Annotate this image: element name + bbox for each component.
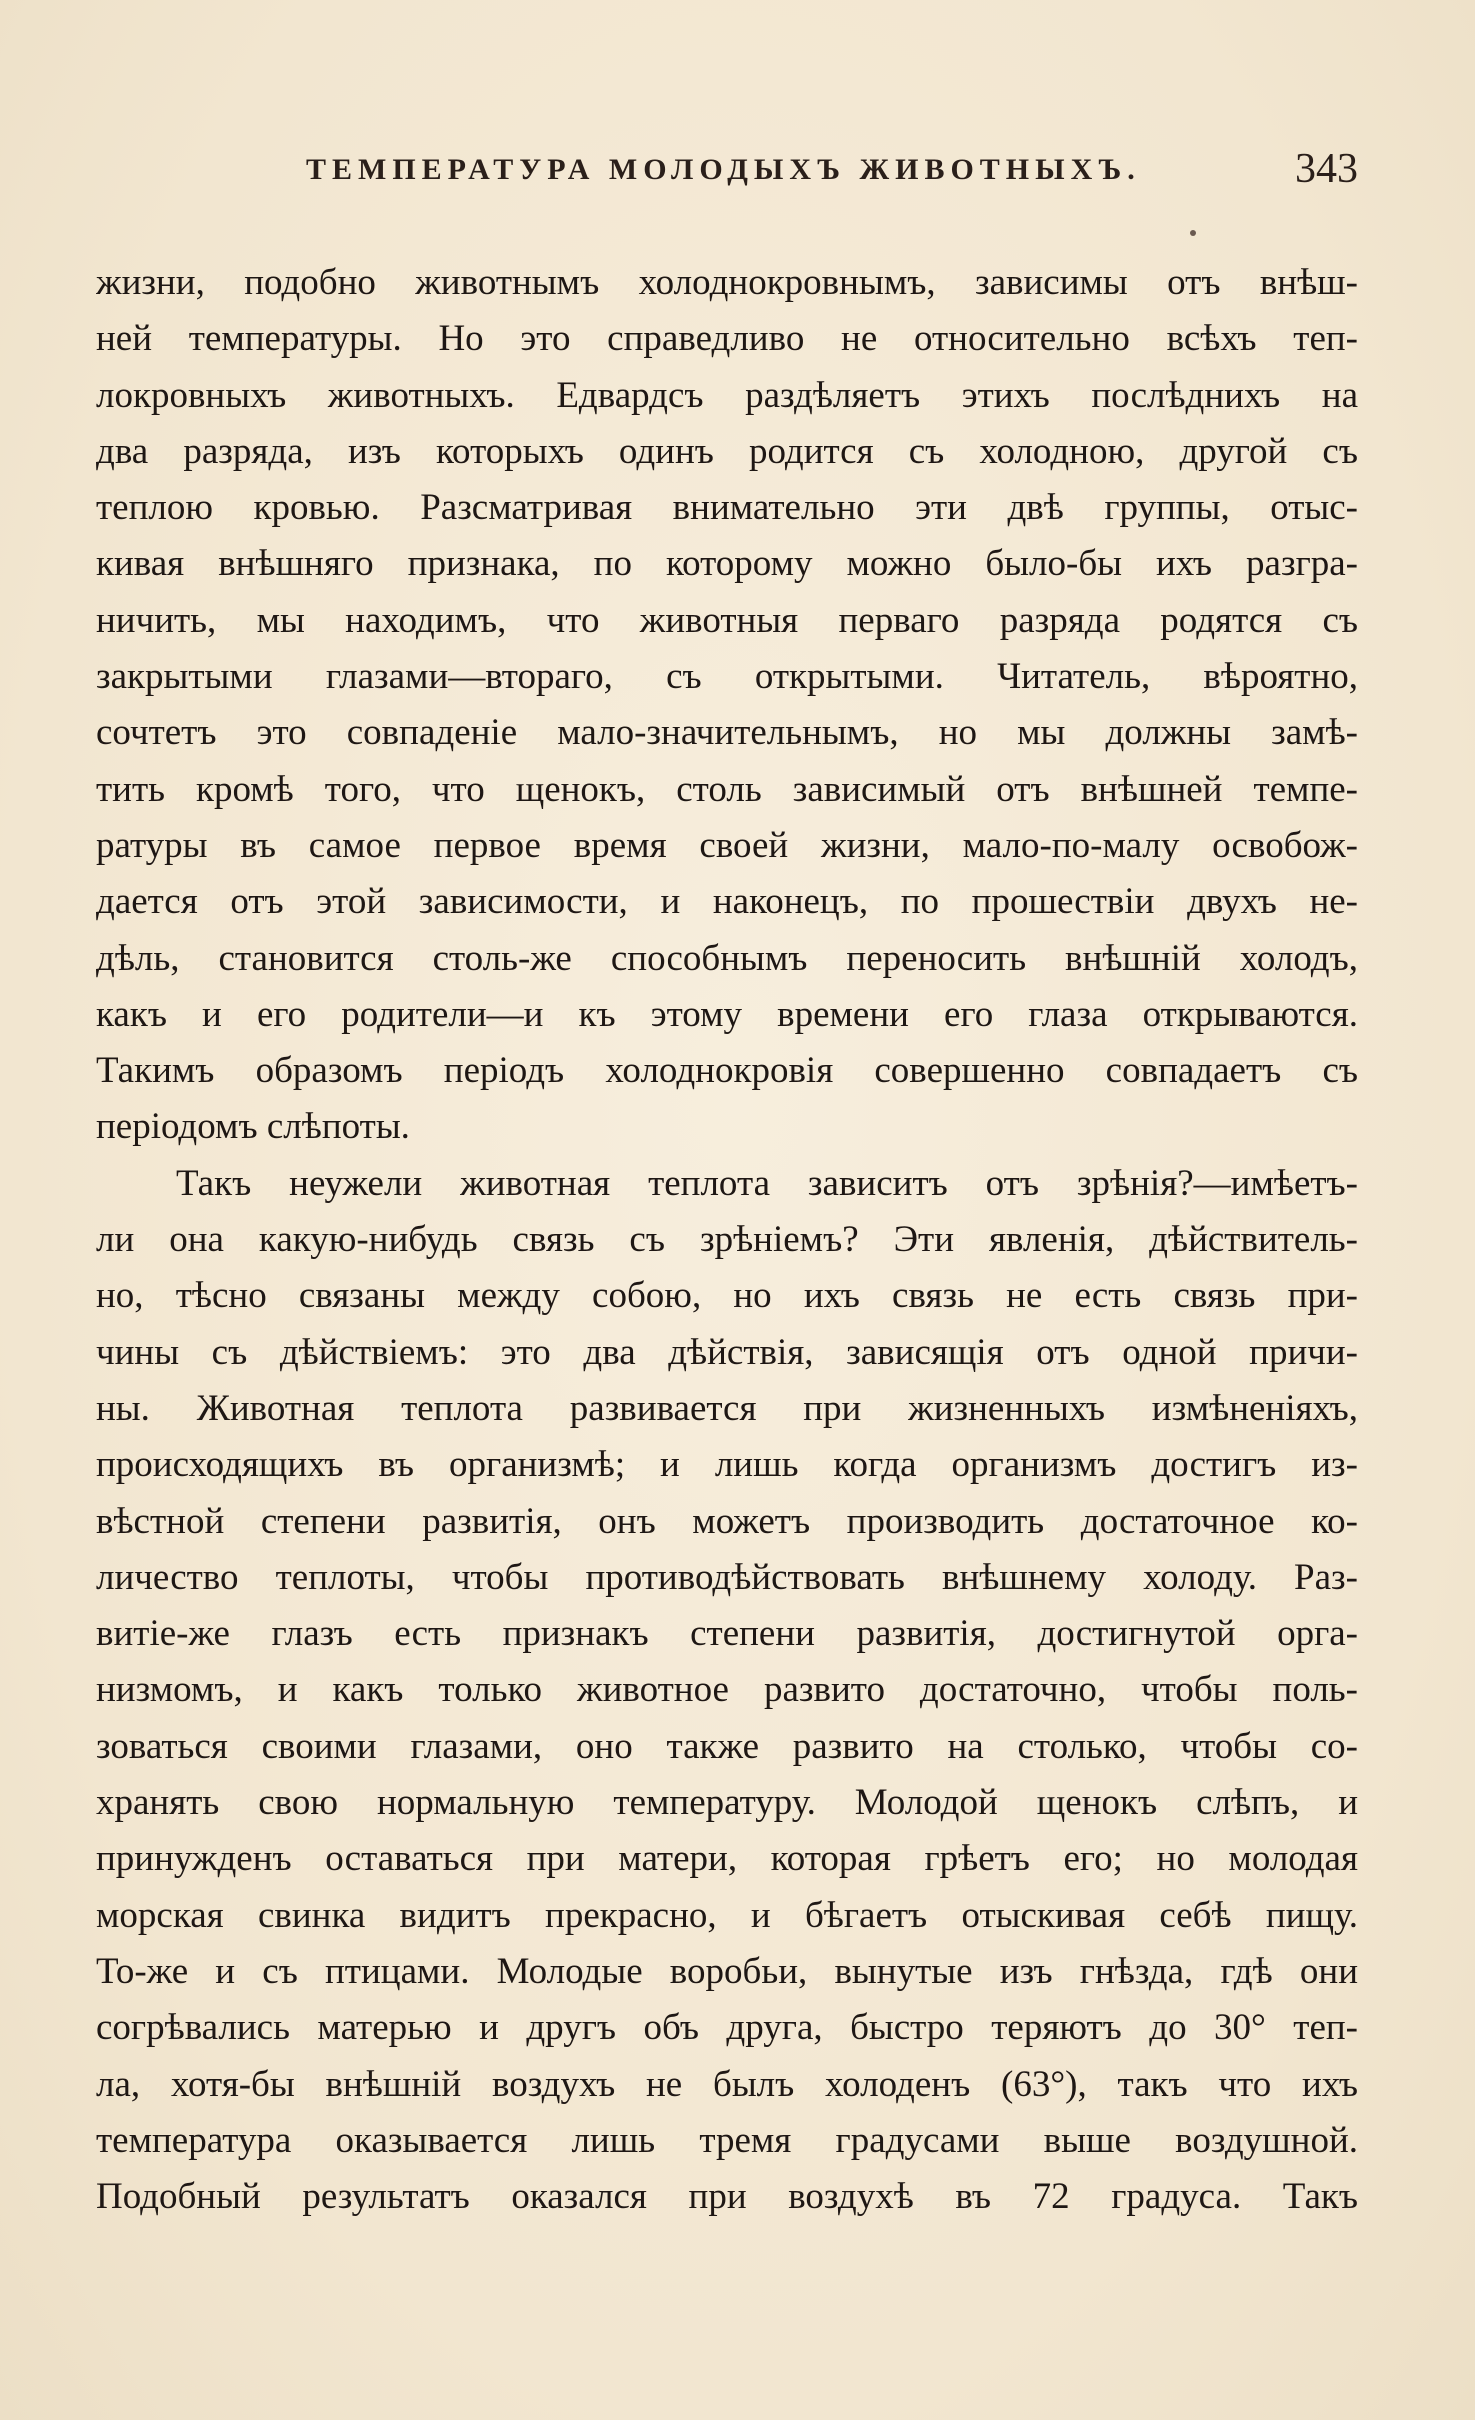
text-line: ла, хотя-бы внѣшній воздухъ не былъ холоденъ (63°), такъ что ихъ xyxy=(96,2063,1358,2105)
paragraph xyxy=(96,1156,1358,2226)
text-line: чины съ дѣйствіемъ: это два дѣйствія, зависящія отъ одной причи- xyxy=(96,1331,1358,1373)
text-line: Такъ неужели животная теплота зависитъ отъ зрѣнія?—имѣетъ- xyxy=(176,1162,1358,1204)
text-line: закрытыми глазами—втораго, съ открытыми. Читатель, вѣроятно, xyxy=(96,656,1358,698)
text-line: происходящихъ въ организмѣ; и лишь когда организмъ достигъ из- xyxy=(96,1444,1358,1486)
text-line: ны. Животная теплота развивается при жизненныхъ измѣненіяхъ, xyxy=(96,1387,1358,1429)
paragraph xyxy=(96,255,1358,1156)
text-line: періодомъ слѣпоты. xyxy=(96,1106,410,1148)
text-line: ней температуры. Но это справедливо не относительно всѣхъ теп- xyxy=(96,318,1358,360)
text-line: Подобный результатъ оказался при воздухѣ въ 72 градуса. Такъ xyxy=(96,2176,1358,2218)
text-line: дается отъ этой зависимости, и наконецъ, по прошествіи двухъ не- xyxy=(96,881,1358,923)
text-line: низмомъ, и какъ только животное развито достаточно, чтобы поль- xyxy=(96,1669,1358,1711)
text-line: ничить, мы находимъ, что животныя перваго разряда родятся съ xyxy=(96,599,1358,641)
text-line: кивая внѣшняго признака, по которому можно было-бы ихъ разгра- xyxy=(96,543,1358,585)
text-line: температура оказывается лишь тремя градусами выше воздушной. xyxy=(96,2119,1358,2161)
text-line: жизни, подобно животнымъ холоднокровнымъ, зависимы отъ внѣш- xyxy=(96,262,1358,303)
text-line: То-же и съ птицами. Молодые воробьи, вынутые изъ гнѣзда, гдѣ они xyxy=(96,1950,1358,1992)
text-line: сочтетъ это совпаденіе мало-значительнымъ, но мы должны замѣ- xyxy=(96,712,1358,754)
running-title: ТЕМПЕРАТУРА МОЛОДЫХЪ ЖИВОТНЫХЪ. xyxy=(306,153,1141,186)
body-text xyxy=(96,255,1358,2225)
text-line: два разряда, изъ которыхъ одинъ родится съ холодною, другой съ xyxy=(96,430,1358,472)
text-line: какъ и его родители—и къ этому времени его глаза открываются. xyxy=(96,993,1358,1035)
page-header xyxy=(96,145,1358,205)
text-line: ратуры въ самое первое время своей жизни, мало-по-малу освобож- xyxy=(96,824,1358,866)
text-line: принужденъ оставаться при матери, которая грѣетъ его; но молодая xyxy=(96,1838,1358,1880)
text-line: тить кромѣ того, что щенокъ, столь зависимый отъ внѣшней темпе- xyxy=(96,768,1358,810)
text-line: локровныхъ животныхъ. Едвардсъ раздѣляетъ этихъ послѣднихъ на xyxy=(96,374,1358,416)
text-line: хранять свою нормальную температуру. Молодой щенокъ слѣпъ, и xyxy=(96,1782,1358,1824)
ink-speck xyxy=(1190,230,1196,236)
text-line: личество теплоты, чтобы противодѣйствовать внѣшнему холоду. Раз- xyxy=(96,1556,1358,1598)
text-line: морская свинка видитъ прекрасно, и бѣгаетъ отыскивая себѣ пищу. xyxy=(96,1894,1358,1936)
text-line: теплою кровью. Разсматривая внимательно эти двѣ группы, отыс- xyxy=(96,487,1358,529)
text-line: ли она какую-нибудь связь съ зрѣніемъ? Эти явленія, дѣйствитель- xyxy=(96,1219,1358,1261)
text-line: зоваться своими глазами, оно также развито на столько, чтобы со- xyxy=(96,1725,1358,1767)
text-line: согрѣвались матерью и другъ объ друга, быстро теряютъ до 30° теп- xyxy=(96,2007,1358,2049)
text-line: Такимъ образомъ періодъ холоднокровія совершенно совпадаетъ съ xyxy=(96,1050,1358,1092)
text-line: дѣль, становится столь-же способнымъ переносить внѣшній холодъ, xyxy=(96,937,1358,979)
text-line: витіе-же глазъ есть признакъ степени развитія, достигнутой орга- xyxy=(96,1613,1358,1655)
page-number: 343 xyxy=(1295,146,1358,192)
text-line: но, тѣсно связаны между собою, но ихъ связь не есть связь при- xyxy=(96,1275,1358,1317)
text-line: вѣстной степени развитія, онъ можетъ производить достаточное ко- xyxy=(96,1500,1358,1542)
